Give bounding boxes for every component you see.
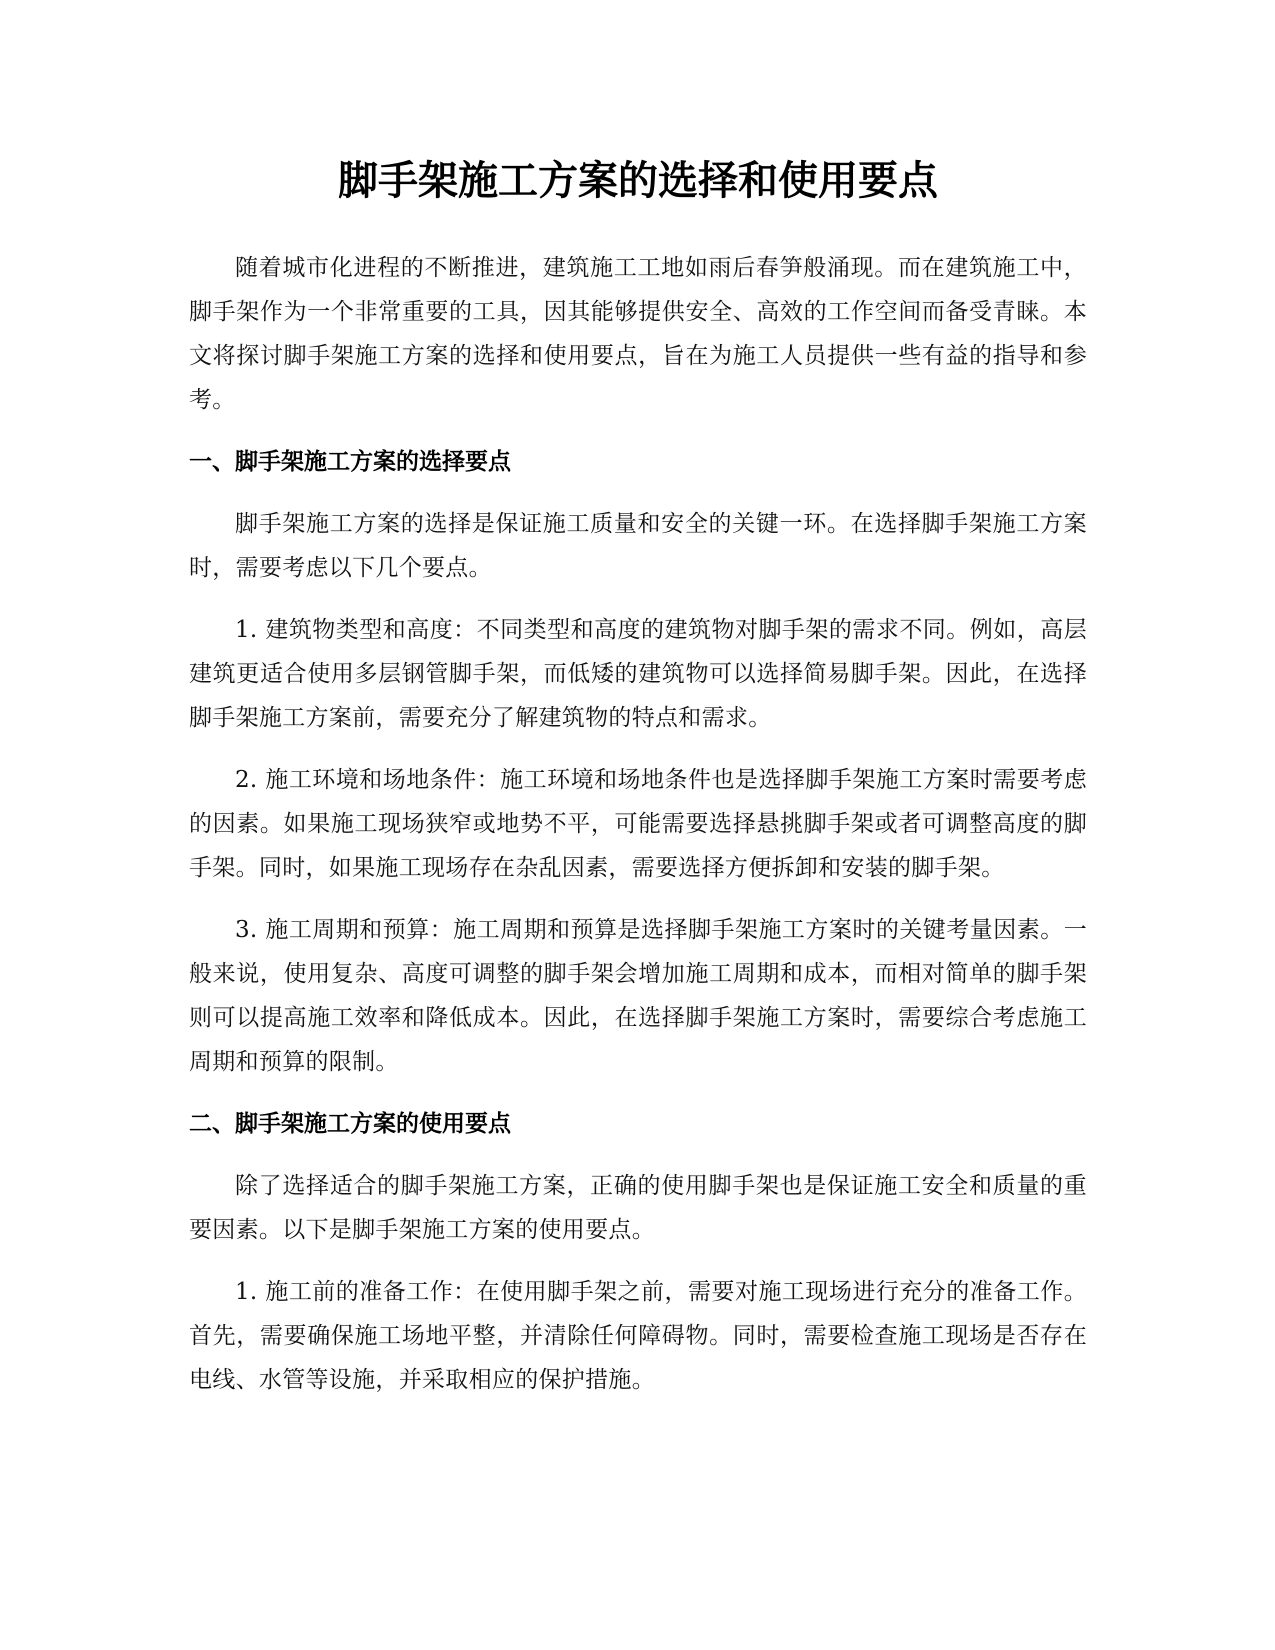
- spacer: [189, 890, 1087, 908]
- list-item-building-type: 1. 建筑物类型和高度：不同类型和高度的建筑物对脚手架的需求不同。例如，高层建筑更适合使用多层钢管脚手架，而低矮的建筑物可以选择简易脚手架。因此，在选择脚手架施工方案前，需要充分了解建筑物的特点和需求。: [189, 617, 1087, 731]
- document-title: 脚手架施工方案的选择和使用要点: [338, 158, 938, 204]
- spacer: [189, 1146, 1087, 1164]
- spacer: [189, 740, 1087, 758]
- spacer: [189, 590, 1087, 608]
- section-heading-usage: 二、脚手架施工方案的使用要点: [189, 1111, 511, 1137]
- spacer: [189, 1084, 1087, 1102]
- list-item-schedule-budget: 3. 施工周期和预算：施工周期和预算是选择脚手架施工方案时的关键考量因素。一般来说，使用复杂、高度可调整的脚手架会增加施工周期和成本，而相对简单的脚手架则可以提高施工效率和降低成本。因此，在选择脚手架施工方案时，需要综合考虑施工周期和预算的限制。: [189, 917, 1087, 1075]
- list-item-site-conditions: 2. 施工环境和场地条件：施工环境和场地条件也是选择脚手架施工方案时需要考虑的因素。如果施工现场狭窄或地势不平，可能需要选择悬挑脚手架或者可调整高度的脚手架。同时，如果施工现场存在杂乱因素，需要选择方便拆卸和安装的脚手架。: [189, 767, 1087, 881]
- document-body: [189, 148, 1087, 1402]
- section-intro-usage: 除了选择适合的脚手架施工方案，正确的使用脚手架也是保证施工安全和质量的重要因素。以下是脚手架施工方案的使用要点。: [189, 1173, 1087, 1243]
- list-item-preparation: 1. 施工前的准备工作：在使用脚手架之前，需要对施工现场进行充分的准备工作。首先，需要确保施工场地平整，并清除任何障碍物。同时，需要检查施工现场是否存在电线、水管等设施，并采取相应的保护措施。: [189, 1279, 1087, 1393]
- spacer: [189, 1252, 1087, 1270]
- intro-paragraph: 随着城市化进程的不断推进，建筑施工工地如雨后春笋般涌现。而在建筑施工中，脚手架作为一个非常重要的工具，因其能够提供安全、高效的工作空间而备受青睐。本文将探讨脚手架施工方案的选择和使用要点，旨在为施工人员提供一些有益的指导和参考。: [189, 255, 1087, 413]
- section-intro-selection: 脚手架施工方案的选择是保证施工质量和安全的关键一环。在选择脚手架施工方案时，需要考虑以下几个要点。: [189, 511, 1087, 581]
- title-spacer: [189, 214, 1087, 246]
- spacer: [189, 422, 1087, 440]
- spacer: [189, 484, 1087, 502]
- section-heading-selection: 一、脚手架施工方案的选择要点: [189, 449, 511, 475]
